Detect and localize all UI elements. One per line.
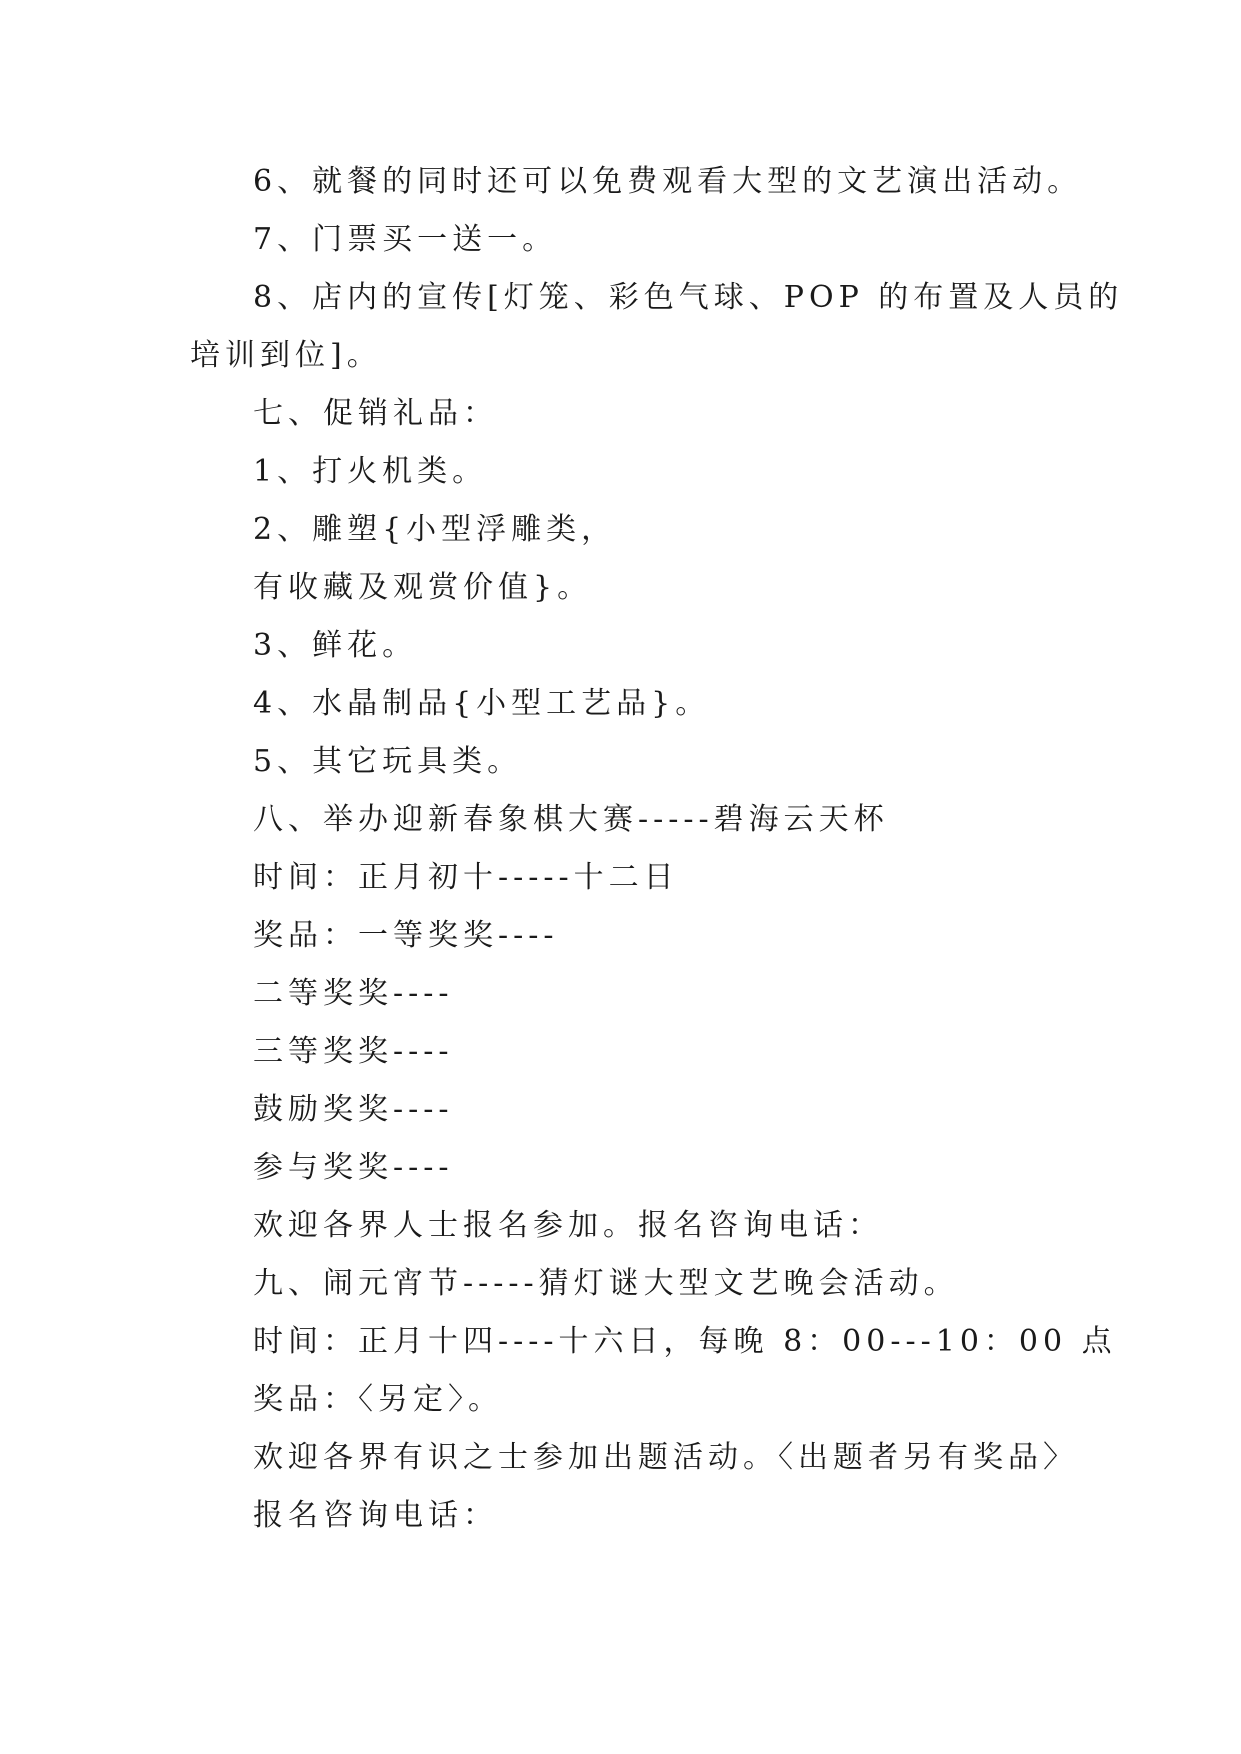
- text-line: 二等奖奖----: [253, 976, 454, 1011]
- text-line: 1、打火机类。: [253, 454, 488, 489]
- text-line: 7、门票买一送一。: [253, 222, 558, 257]
- text-line: 5、其它玩具类。: [253, 744, 523, 779]
- section-heading: 七、促销礼品：: [253, 396, 498, 431]
- text-line: 报名咨询电话：: [253, 1498, 498, 1533]
- text-line: 参与奖奖----: [253, 1150, 454, 1185]
- text-line: 三等奖奖----: [253, 1034, 454, 1069]
- text-line: 时间：正月初十-----十二日: [253, 860, 679, 895]
- text-line: 6、就餐的同时还可以免费观看大型的文艺演出活动。: [253, 164, 1083, 199]
- text-line: 欢迎各界人士报名参加。报名咨询电话：: [253, 1208, 883, 1243]
- text-line: 鼓励奖奖----: [253, 1092, 454, 1127]
- text-line: 4、水晶制品{小型工艺品}。: [253, 686, 711, 721]
- text-line: 培训到位]。: [190, 338, 382, 373]
- text-line: 3、鲜花。: [253, 628, 418, 663]
- text-line: 8、店内的宣传[灯笼、彩色气球、POP 的布置及人员的: [253, 280, 1124, 315]
- text-line: 奖品：〈另定〉。: [253, 1382, 503, 1417]
- text-line: 奖品：一等奖奖----: [253, 918, 559, 953]
- section-heading: 八、举办迎新春象棋大赛-----碧海云天杯: [253, 802, 889, 837]
- text-line: 有收藏及观赏价值}。: [253, 570, 593, 605]
- text-line: 时间：正月十四----十六日，每晚 8：00---10：00 点: [253, 1324, 1117, 1359]
- text-line: 欢迎各界有识之士参加出题活动。〈出题者另有奖品〉: [253, 1440, 1078, 1475]
- section-heading: 九、闹元宵节-----猜灯谜大型文艺晚会活动。: [253, 1266, 959, 1301]
- text-line: 2、雕塑{小型浮雕类，: [253, 512, 617, 547]
